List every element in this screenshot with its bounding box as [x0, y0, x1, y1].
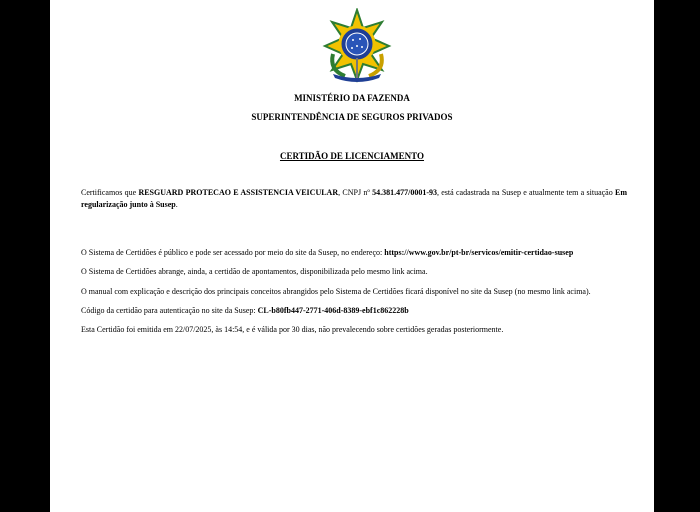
system-text: O Sistema de Certidões é público e pode ser acessado por meio do site da Susep, no endereço: — [81, 248, 385, 257]
ministry-heading: MINISTÉRIO DA FAZENDA — [294, 93, 410, 103]
code-paragraph — [81, 305, 627, 317]
certificate-paragraph — [81, 187, 627, 211]
document-title: CERTIDÃO DE LICENCIAMENTO — [279, 151, 425, 161]
certificate-intro: Certificamos que — [81, 188, 139, 197]
status-text: , está cadastrada na Susep e atualmente tem a situação — [436, 188, 615, 197]
authentication-code: CL-b80fb447-2771-406d-8389-ebf1c862228b — [257, 306, 409, 315]
document-page — [50, 0, 654, 512]
system-url[interactable]: https://www.gov.br/pt-br/servicos/emitir-certidao-susep — [384, 248, 574, 257]
agency-heading: SUPERINTENDÊNCIA DE SEGUROS PRIVADOS — [251, 112, 453, 122]
company-name: RESGUARD PROTECAO E ASSISTENCIA VEICULAR — [138, 188, 339, 197]
status-value: Em regularização junto à Susep — [81, 188, 627, 209]
cnpj-value: 54.381.477/0001-93 — [372, 188, 437, 197]
manual-paragraph: O manual com explicação e descrição dos principais conceitos abrangidos pelo Sistema de Certidões ficará disponível no site da Susep (no mesmo link acima). — [81, 287, 591, 296]
scope-paragraph: O Sistema de Certidões abrange, ainda, a certidão de apontamentos, disponibilizada pelo mesmo link acima. — [81, 267, 428, 276]
coat-of-arms-of-brazil-icon — [319, 8, 395, 84]
issued-paragraph: Esta Certidão foi emitida em 22/07/2025, às 14:54, e é válida por 30 dias, não prevalecendo sobre certidões geradas posteriormente. — [81, 325, 504, 334]
sentence-end: . — [175, 200, 178, 209]
system-paragraph — [81, 247, 627, 259]
code-label: Código da certidão para autenticação no site da Susep: — [81, 306, 258, 315]
cnpj-label: , CNPJ nº — [338, 188, 373, 197]
